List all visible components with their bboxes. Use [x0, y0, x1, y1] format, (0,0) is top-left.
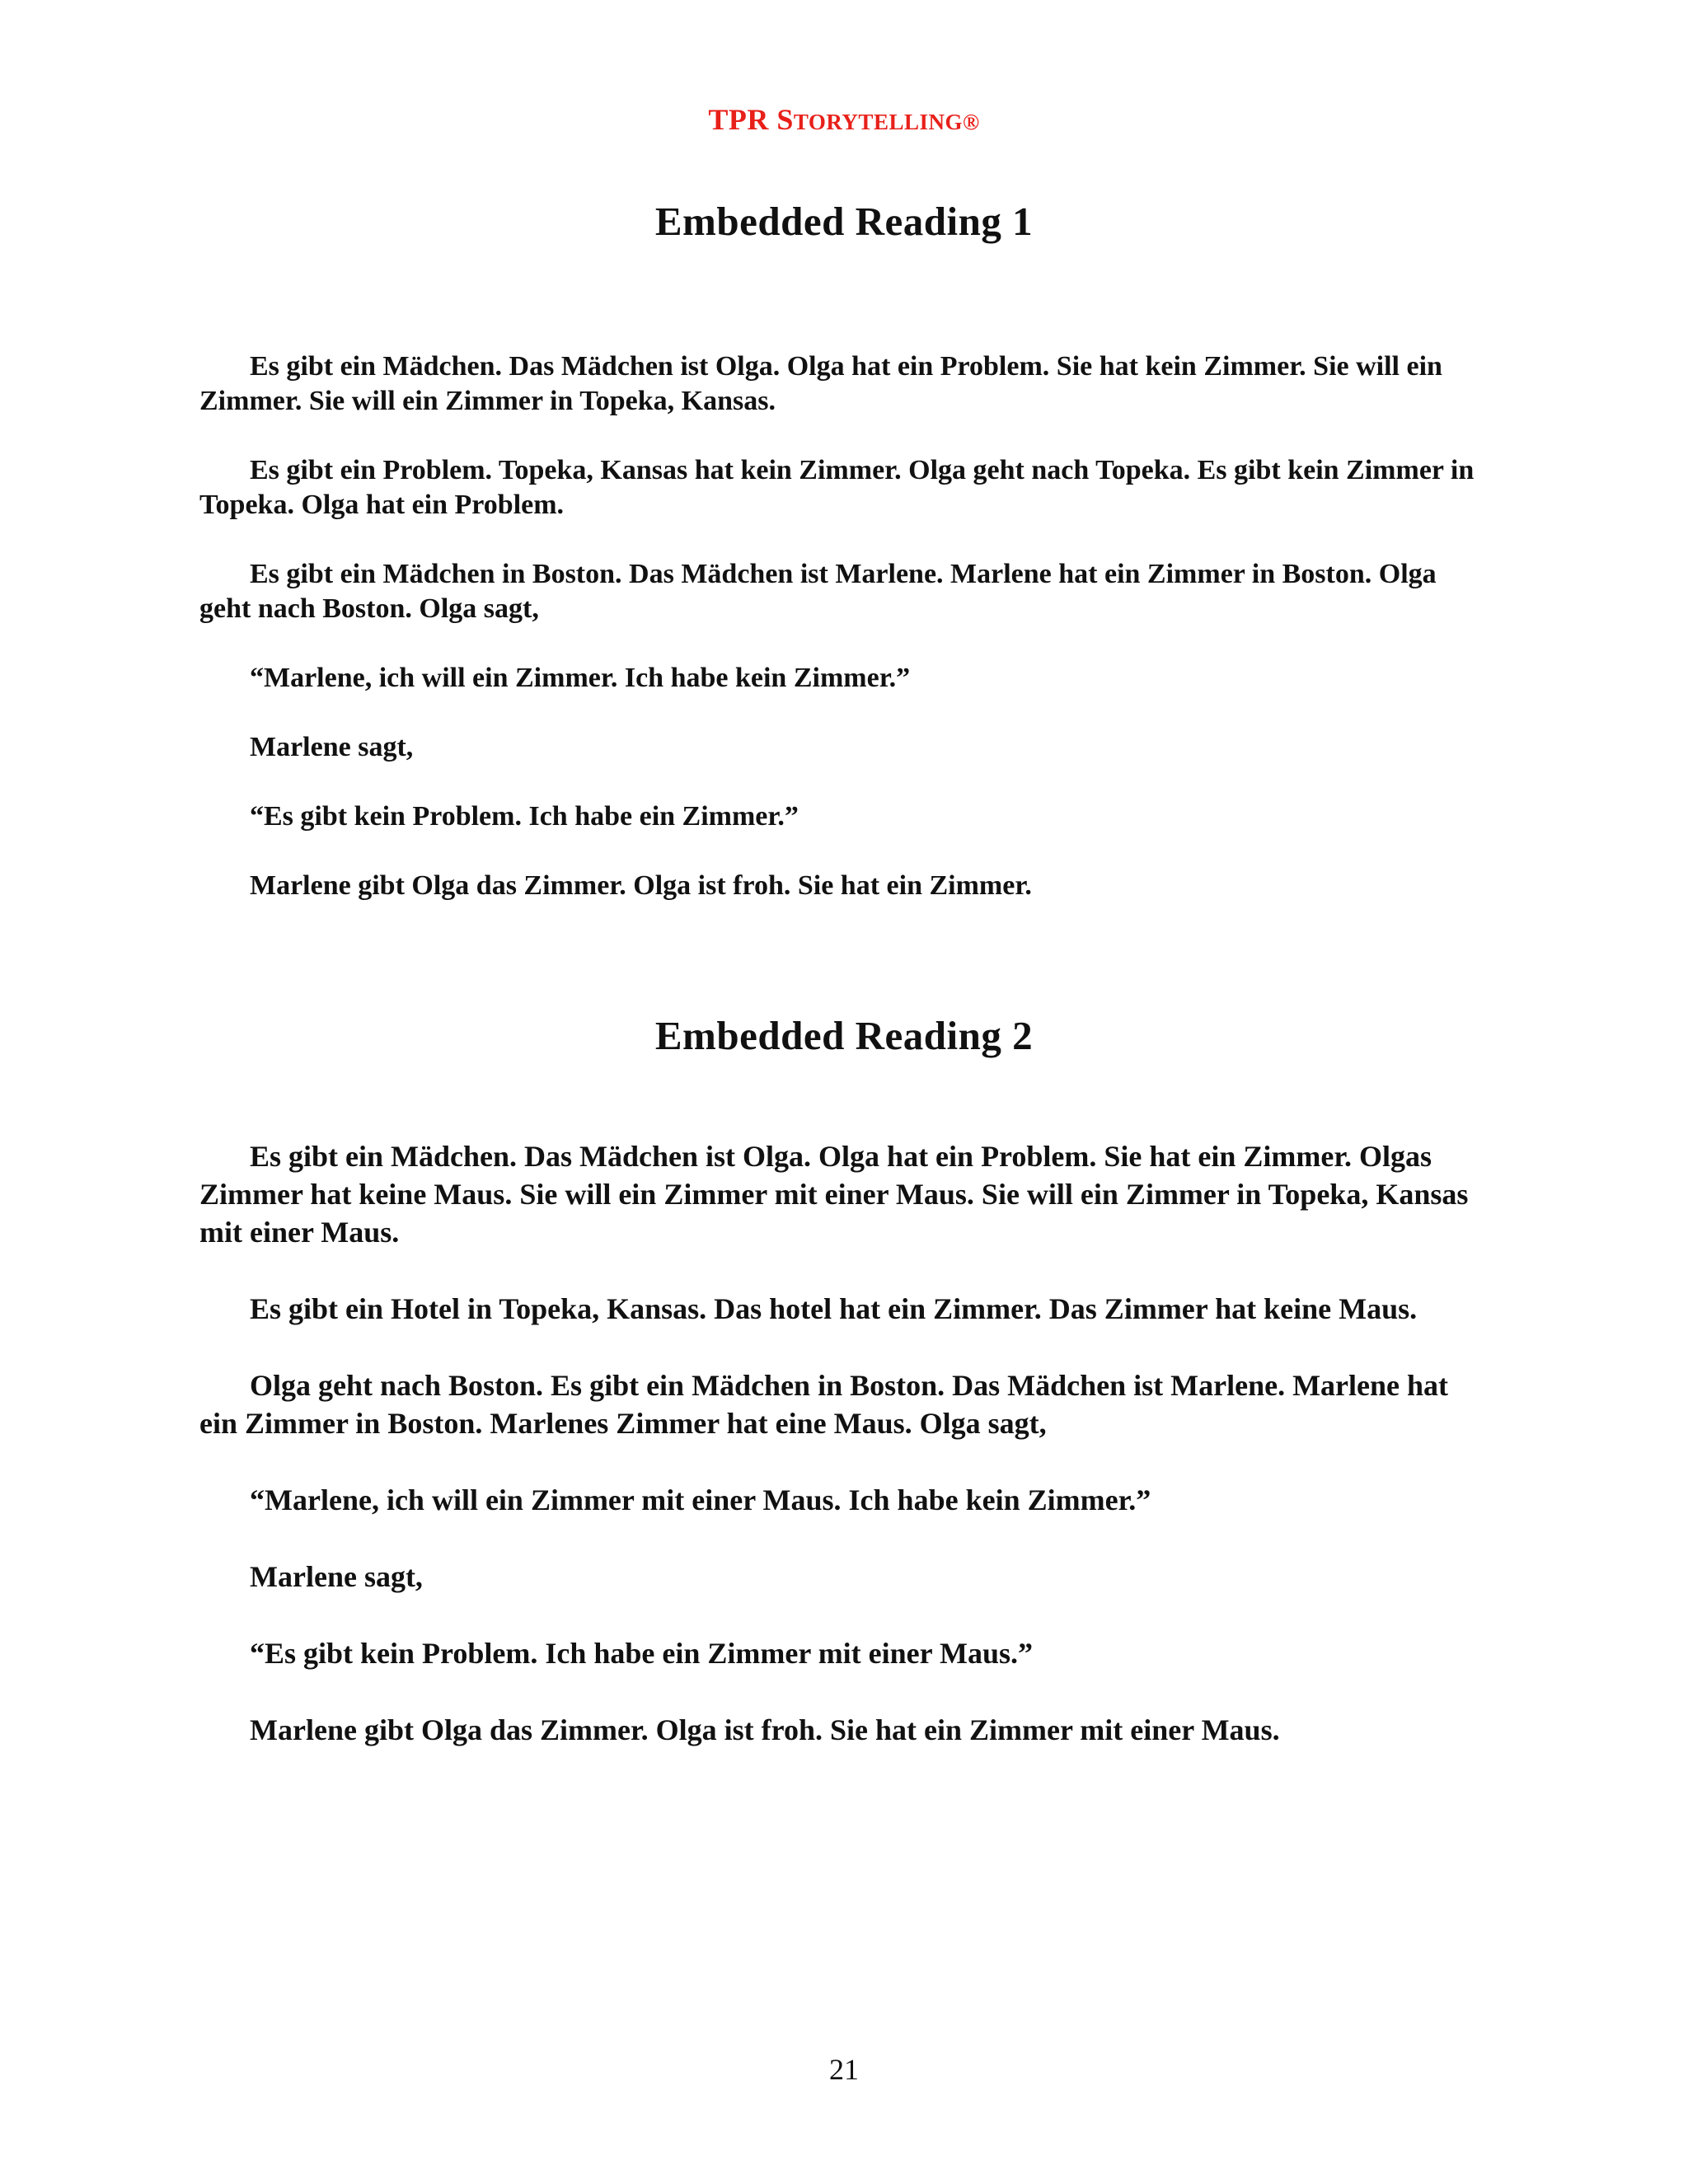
page-header: [0, 102, 1688, 137]
reading-1-paragraph: Es gibt ein Mädchen in Boston. Das Mädchen ist Marlene. Marlene hat ein Zimmer in Boston. Olga geht nach Boston. Olga sagt,: [199, 559, 1437, 624]
reading-1-paragraph: Es gibt ein Problem. Topeka, Kansas hat kein Zimmer. Olga geht nach Topeka. Es gibt kein Zimmer in Topeka. Olga hat ein Problem.: [199, 455, 1475, 520]
reading-2-body: [199, 1137, 1492, 1788]
reading-2-title: Embedded Reading 2: [654, 1013, 1034, 1058]
reading-1-paragraph: “Es gibt kein Problem. Ich habe ein Zimmer.”: [250, 801, 799, 832]
reading-1-paragraph: Es gibt ein Mädchen. Das Mädchen ist Olga. Olga hat ein Problem. Sie hat kein Zimmer. Sie will ein Zimmer. Sie will ein Zimmer in Topeka, Kansas.: [199, 351, 1442, 416]
page-number: 21: [829, 2053, 859, 2086]
reading-1-paragraph: Marlene sagt,: [250, 732, 414, 762]
reading-2-paragraph: Es gibt ein Hotel in Topeka, Kansas. Das hotel hat ein Zimmer. Das Zimmer hat keine Maus.: [250, 1292, 1418, 1325]
reading-2-paragraph: Olga geht nach Boston. Es gibt ein Mädchen in Boston. Das Mädchen ist Marlene. Marlene hat ein Zimmer in Boston. Marlenes Zimmer hat eine Maus. Olga sagt,: [199, 1369, 1449, 1440]
header-brand-tpr: TPR: [708, 103, 769, 136]
header-brand-rest: TORYTELLING®: [793, 110, 980, 134]
reading-2-paragraph: “Es gibt kein Problem. Ich habe ein Zimmer mit einer Maus.”: [250, 1637, 1033, 1670]
reading-2-paragraph: “Marlene, ich will ein Zimmer mit einer Maus. Ich habe kein Zimmer.”: [250, 1483, 1151, 1516]
reading-1-paragraph: Marlene gibt Olga das Zimmer. Olga ist froh. Sie hat ein Zimmer.: [250, 870, 1032, 901]
reading-1-paragraph: “Marlene, ich will ein Zimmer. Ich habe kein Zimmer.”: [250, 663, 911, 693]
header-brand-s: S: [776, 103, 794, 136]
reading-1-body: [199, 349, 1492, 938]
reading-2-paragraph: Es gibt ein Mädchen. Das Mädchen ist Olga. Olga hat ein Problem. Sie hat ein Zimmer. Olgas Zimmer hat keine Maus. Sie will ein Zimmer mit einer Maus. Sie will ein Zimmer in Topeka, Kansas mit einer Maus.: [199, 1140, 1469, 1249]
reading-1-title: Embedded Reading 1: [654, 199, 1034, 244]
reading-2-paragraph: Marlene sagt,: [250, 1560, 423, 1593]
reading-2-paragraph: Marlene gibt Olga das Zimmer. Olga ist froh. Sie hat ein Zimmer mit einer Maus.: [250, 1713, 1280, 1746]
